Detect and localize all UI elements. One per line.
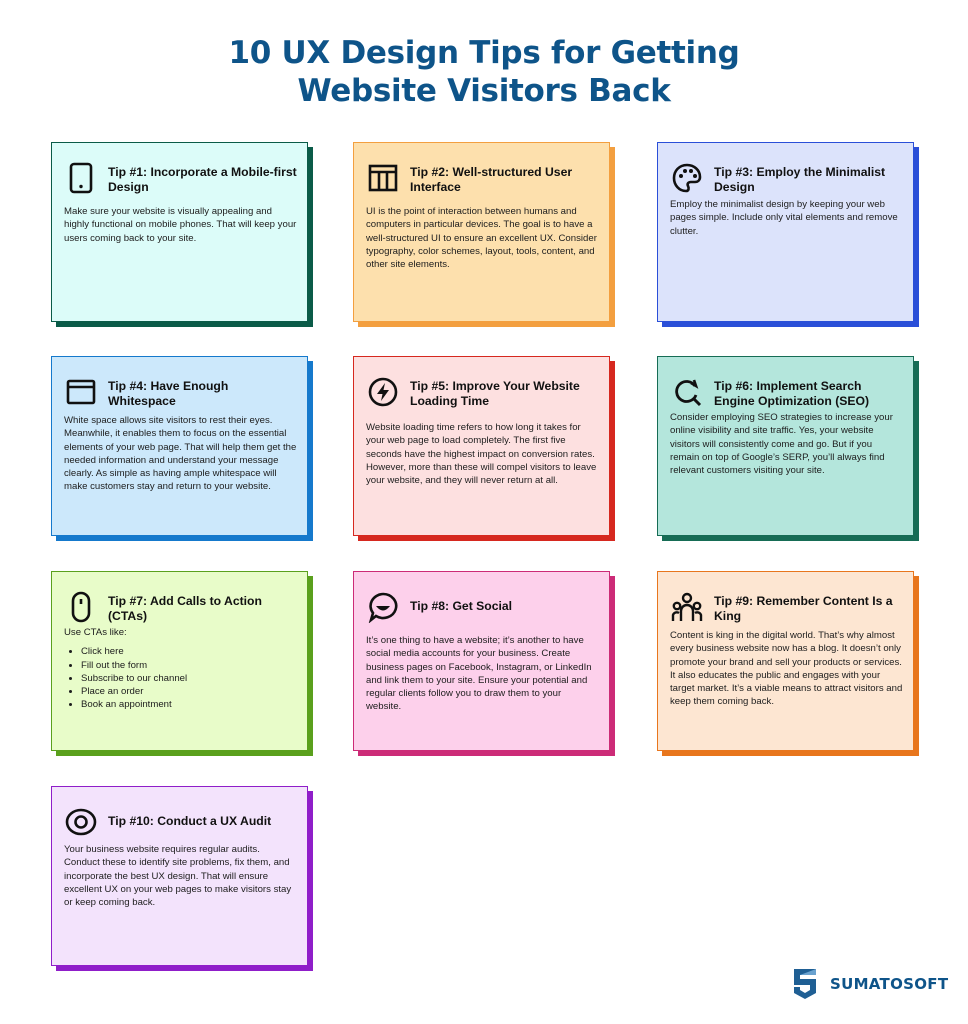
tip-card-4 — [51, 356, 308, 536]
tip-body: Make sure your website is visually appealing and highly functional on mobile phones. That will keep your users coming back to your site. — [64, 206, 297, 244]
list-item: • Fill out the form — [81, 659, 297, 672]
mouse-icon — [64, 590, 98, 624]
tip-card-7 — [51, 571, 308, 751]
tip-title: Tip #4: Have Enough Whitespace — [108, 379, 229, 408]
tip-body: It’s one thing to have a website; it’s another to have social media accounts for your business. Create business pages on Facebook, Instagram, or LinkedIn and link them to your site. Ensure your potential and regular clients follow you to draw them to your website. — [366, 635, 592, 713]
tip-title: Tip #1: Incorporate a Mobile-first Design — [108, 165, 297, 194]
search-refresh-icon — [670, 375, 704, 409]
tip-body: White space allows site visitors to rest their eyes. Meanwhile, it enables them to focus on the essential elements of your web page. That will help them get the needed information and understand your message clearly. As simple as having ample whitespace will make customers stay and return to your website. — [64, 415, 297, 493]
mobile-phone-icon — [64, 161, 98, 195]
tip-body: Your business website requires regular audits. Conduct these to identify site problems, fix them, and incorporate the best UX design. That will ensure excellent UX on your web pages to make visitors stay or keep coming back. — [64, 844, 292, 909]
list-item: • Place an order — [81, 685, 297, 698]
tip-card-1 — [51, 142, 308, 322]
tip-card-5 — [353, 356, 610, 536]
tip-title: Tip #7: Add Calls to Action (CTAs) — [108, 594, 262, 623]
tip-card-9 — [657, 571, 914, 751]
tip-title: Tip #5: Improve Your Website Loading Time — [410, 379, 580, 408]
brand-name: SUMATOSOFT — [830, 975, 949, 993]
page-title-line-2: Website Visitors Back — [297, 73, 671, 109]
brand-logo — [790, 966, 950, 1002]
page-title-line-1: 10 UX Design Tips for Getting — [228, 35, 740, 71]
tip-body: Website loading time refers to how long it takes for your web page to load completely. The first five seconds have the highest impact on conversion rates. However, more than these will compel visitors to leave your website, and they will never return at all. — [366, 422, 597, 487]
eye-icon — [64, 805, 98, 839]
lightning-bolt-icon — [366, 375, 400, 409]
tip-card-10 — [51, 786, 308, 966]
chat-bubble-icon — [366, 590, 400, 624]
tip-title: Tip #3: Employ the Minimalist Design — [714, 165, 886, 194]
tip-title: Tip #9: Remember Content Is a King — [714, 594, 893, 623]
list-item: • Click here — [81, 645, 297, 658]
tip-body — [64, 626, 297, 712]
tip-card-3 — [657, 142, 914, 322]
tip-title: Tip #6: Implement Search Engine Optimization (SEO) — [714, 379, 870, 408]
tip-body-intro: Use CTAs like: — [64, 627, 127, 638]
tip-card-8 — [353, 571, 610, 751]
page-title — [0, 34, 968, 110]
list-item: • Subscribe to our channel — [81, 672, 297, 685]
sumatosoft-logo-icon — [790, 967, 820, 1001]
tip-body: Employ the minimalist design by keeping your web pages simple. Include only vital elements and remove clutter. — [670, 199, 898, 237]
tip-card-6 — [657, 356, 914, 536]
tip-title: Tip #10: Conduct a UX Audit — [108, 814, 272, 828]
tip-title: Tip #8: Get Social — [410, 599, 513, 613]
layout-grid-icon — [366, 161, 400, 195]
tip-body: Content is king in the digital world. That’s why almost every business website now has a blog. It doesn’t only promote your brand and sell your products or services. It also educates the public and engages with your target market. It’s a viable means to attract visitors and keep them coming back. — [670, 630, 903, 708]
tip-body: UI is the point of interaction between humans and computers in particular devices. The goal is to have a well-structured UI to ensure an excellent UX. Consider typography, color schemes, layout, tools, content, and other site elements. — [366, 206, 597, 271]
palette-icon — [670, 161, 704, 195]
tip-card-2 — [353, 142, 610, 322]
browser-window-icon — [64, 375, 98, 409]
list-item: • Book an appointment — [81, 698, 297, 711]
tip-body: Consider employing SEO strategies to increase your online visibility and site traffic. Yes, your website visitors will consistently come and go. But if you remain on top of Google’s SERP, you’ll always find relevant customers visiting your site. — [670, 412, 893, 477]
tip-title: Tip #2: Well-structured User Interface — [410, 165, 573, 194]
people-group-icon — [670, 590, 704, 624]
cta-list — [64, 645, 297, 711]
